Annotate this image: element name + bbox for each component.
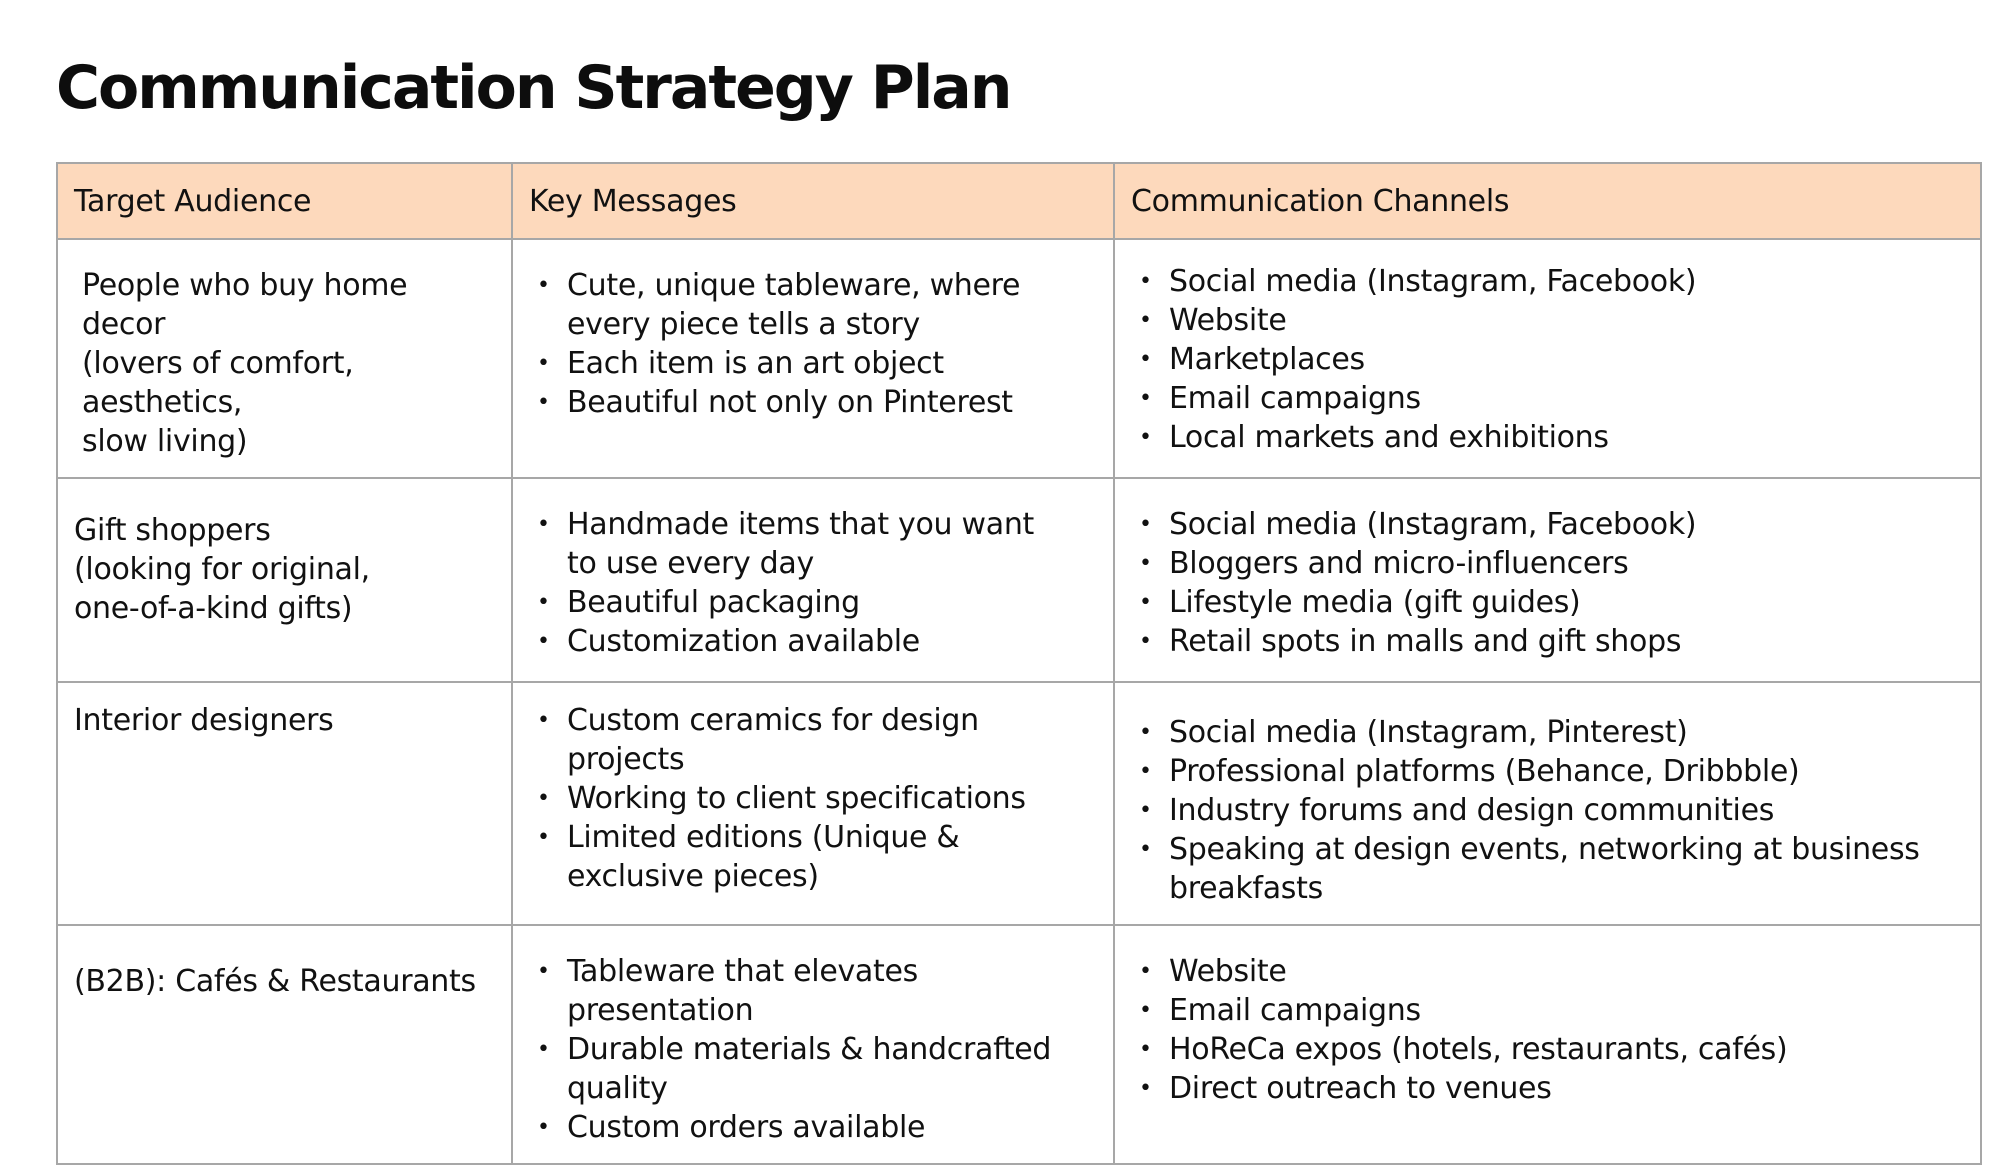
messages-cell — [512, 478, 1114, 682]
channel-item: • Local markets and exhibitions — [1131, 418, 1964, 457]
audience-detail-line: (lovers of comfort, aesthetics, — [82, 346, 354, 420]
audience-detail-line: one-of-a-kind gifts) — [74, 591, 353, 626]
messages-cell — [512, 239, 1114, 478]
message-item: • Working to client specifications — [529, 779, 1097, 818]
channels-list — [1131, 262, 1964, 457]
channels-list — [1131, 952, 1964, 1108]
channel-item: • Professional platforms (Behance, Dribbble) — [1131, 752, 1964, 791]
messages-list — [529, 266, 1097, 422]
channels-list — [1131, 505, 1964, 661]
message-item: • Limited editions (Unique & exclusive pieces) — [529, 818, 1097, 896]
message-item: • Tableware that elevates presentation — [529, 952, 1097, 1030]
message-item: • Customization available — [529, 622, 1097, 661]
message-item: • Cute, unique tableware, where every piece tells a story — [529, 266, 1097, 344]
message-item: • Durable materials & handcrafted quality — [529, 1030, 1097, 1108]
channels-list — [1131, 713, 1964, 908]
header-target-audience: Target Audience — [57, 163, 512, 239]
channels-cell — [1114, 239, 1981, 478]
channel-item: • Email campaigns — [1131, 991, 1964, 1030]
audience-cell — [57, 925, 512, 1164]
channel-item: • Email campaigns — [1131, 379, 1964, 418]
channel-item: • Speaking at design events, networking at business breakfasts — [1131, 830, 1964, 908]
channels-cell — [1114, 478, 1981, 682]
audience-primary: People who buy home decor — [82, 268, 408, 342]
message-item: • Custom orders available — [529, 1108, 1097, 1147]
audience-primary: Gift shoppers — [74, 513, 271, 548]
messages-list — [529, 505, 1097, 661]
strategy-table — [56, 162, 1982, 1165]
channel-item: • Marketplaces — [1131, 340, 1964, 379]
header-key-messages: Key Messages — [512, 163, 1114, 239]
channel-item: • Bloggers and micro-influencers — [1131, 544, 1964, 583]
table-row — [57, 239, 1981, 478]
messages-cell — [512, 682, 1114, 925]
audience-cell — [57, 478, 512, 682]
messages-list — [529, 952, 1097, 1147]
channels-cell — [1114, 682, 1981, 925]
table-header-row — [57, 163, 1981, 239]
channel-item: • Website — [1131, 301, 1964, 340]
message-item: • Each item is an art object — [529, 344, 1097, 383]
table-row — [57, 682, 1981, 925]
channel-item: • HoReCa expos (hotels, restaurants, cafés) — [1131, 1030, 1964, 1069]
table-row — [57, 925, 1981, 1164]
header-communication-channels: Communication Channels — [1114, 163, 1981, 239]
channel-item: • Retail spots in malls and gift shops — [1131, 622, 1964, 661]
channel-item: • Lifestyle media (gift guides) — [1131, 583, 1964, 622]
table-row — [57, 478, 1981, 682]
audience-primary: Interior designers — [74, 703, 334, 738]
channel-item: • Social media (Instagram, Facebook) — [1131, 505, 1964, 544]
channel-item: • Social media (Instagram, Facebook) — [1131, 262, 1964, 301]
channels-cell — [1114, 925, 1981, 1164]
message-item: • Beautiful not only on Pinterest — [529, 383, 1097, 422]
audience-detail-line: (looking for original, — [74, 552, 370, 587]
messages-cell — [512, 925, 1114, 1164]
message-item: • Beautiful packaging — [529, 583, 1097, 622]
channel-item: • Direct outreach to venues — [1131, 1069, 1964, 1108]
channel-item: • Industry forums and design communities — [1131, 791, 1964, 830]
message-item: • Custom ceramics for design projects — [529, 701, 1097, 779]
audience-primary: (B2B): Cafés & Restaurants — [74, 964, 476, 999]
audience-cell — [57, 239, 512, 478]
channel-item: • Social media (Instagram, Pinterest) — [1131, 713, 1964, 752]
message-item: • Handmade items that you want to use every day — [529, 505, 1097, 583]
channel-item: • Website — [1131, 952, 1964, 991]
messages-list — [529, 701, 1097, 896]
audience-detail-line: slow living) — [82, 424, 248, 459]
audience-cell — [57, 682, 512, 925]
page-title: Communication Strategy Plan — [56, 53, 1011, 123]
